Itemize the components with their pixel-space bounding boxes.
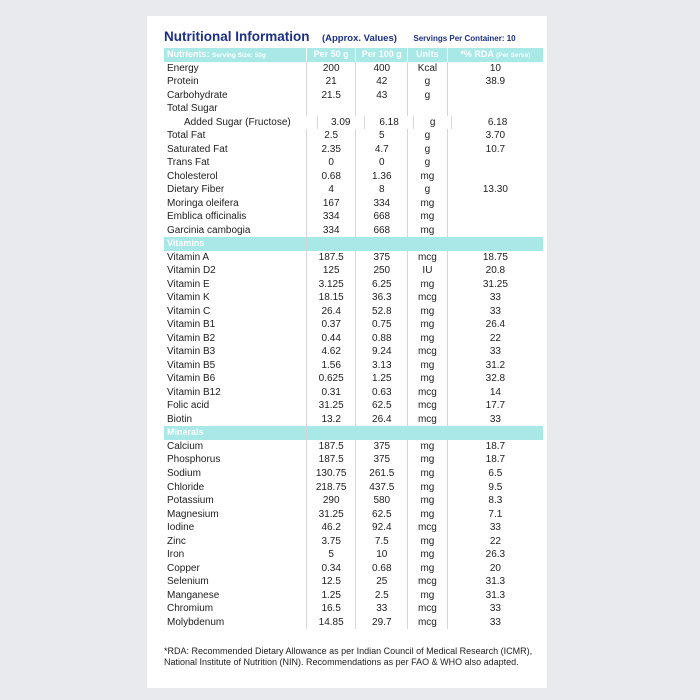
table-row: [164, 616, 543, 630]
nutrient-name: Dietary Fiber: [167, 184, 225, 196]
nutrient-name: Vitamin C: [167, 305, 211, 317]
nutrient-name: Vitamin B2: [167, 332, 216, 344]
value-per-100g: 668: [355, 210, 407, 224]
value-per-100g: [355, 102, 407, 116]
value-per-50g: 167: [306, 197, 356, 211]
value-per-50g: 3.125: [306, 278, 356, 292]
unit: g: [413, 116, 451, 130]
table-row: [164, 143, 543, 157]
rda-percent: [447, 170, 543, 184]
table-row: [164, 170, 543, 184]
value-per-50g: 187.5: [306, 453, 356, 467]
value-per-100g: 375: [355, 453, 407, 467]
value-per-100g: 6.25: [355, 278, 407, 292]
value-per-50g: 187.5: [306, 440, 356, 454]
value-per-50g: 3.09: [317, 116, 364, 130]
table-row: [164, 210, 543, 224]
section-cell: [407, 426, 447, 440]
table-row: [164, 278, 543, 292]
rda-percent: [447, 210, 543, 224]
rda-percent: 13.30: [447, 183, 543, 197]
value-per-50g: 3.75: [306, 535, 356, 549]
unit: IU: [407, 264, 447, 278]
nutrient-name: Trans Fat: [167, 157, 210, 169]
unit: mg: [407, 170, 447, 184]
nutrient-name: Chromium: [167, 603, 214, 615]
unit: mg: [407, 332, 447, 346]
rda-percent: 7.1: [447, 508, 543, 522]
value-per-50g: 13.2: [306, 413, 356, 427]
value-per-50g: 0.44: [306, 332, 356, 346]
nutrient-name: Manganese: [167, 589, 220, 601]
value-per-50g: 334: [306, 210, 356, 224]
rda-percent: 10: [447, 62, 543, 76]
title-row: [164, 28, 544, 46]
nutrient-name: Total Fat: [167, 130, 206, 142]
rda-percent: 33: [447, 345, 543, 359]
value-per-50g: 31.25: [306, 399, 356, 413]
table-row: [164, 399, 543, 413]
value-per-100g: 400: [355, 62, 407, 76]
unit: g: [407, 89, 447, 103]
value-per-50g: 1.25: [306, 589, 356, 603]
value-per-50g: 0.68: [306, 170, 356, 184]
value-per-50g: 46.2: [306, 521, 356, 535]
value-per-100g: 0.75: [355, 318, 407, 332]
value-per-100g: 8: [355, 183, 407, 197]
nutrient-name: Vitamin K: [167, 292, 210, 304]
value-per-50g: 290: [306, 494, 356, 508]
value-per-50g: 2.35: [306, 143, 356, 157]
nutrient-name: Vitamin B6: [167, 373, 216, 385]
table-row: [164, 589, 543, 603]
value-per-100g: 36.3: [355, 291, 407, 305]
value-per-50g: 187.5: [306, 251, 356, 265]
nutrient-name: Vitamin A: [167, 251, 210, 263]
value-per-50g: 21.5: [306, 89, 356, 103]
unit: Kcal: [407, 62, 447, 76]
unit: g: [407, 183, 447, 197]
value-per-50g: 21: [306, 75, 356, 89]
unit: mg: [407, 508, 447, 522]
table-row: [164, 75, 543, 89]
nutrient-name: Vitamin E: [167, 278, 210, 290]
table-row: [164, 129, 543, 143]
rda-percent: 38.9: [447, 75, 543, 89]
header-nutrients-label: Nutrients:: [167, 49, 210, 59]
value-per-100g: 375: [355, 440, 407, 454]
nutrient-name: Chloride: [167, 481, 205, 493]
table-row: [164, 562, 543, 576]
rda-percent: [447, 224, 543, 238]
table-row: [164, 345, 543, 359]
nutrient-name: Sodium: [167, 467, 201, 479]
table-row: [164, 251, 543, 265]
table-row: [164, 116, 543, 130]
unit: mg: [407, 197, 447, 211]
table-row: [164, 264, 543, 278]
value-per-50g: 0.625: [306, 372, 356, 386]
value-per-100g: 5: [355, 129, 407, 143]
value-per-100g: 437.5: [355, 481, 407, 495]
value-per-100g: 4.7: [355, 143, 407, 157]
table-row: [164, 305, 543, 319]
unit: mg: [407, 589, 447, 603]
value-per-100g: 33: [355, 602, 407, 616]
value-per-100g: 3.13: [355, 359, 407, 373]
unit: g: [407, 75, 447, 89]
unit: mcg: [407, 386, 447, 400]
value-per-100g: 62.5: [355, 508, 407, 522]
nutrient-name: Energy: [167, 62, 199, 74]
section-cell: [447, 237, 543, 251]
value-per-100g: 52.8: [355, 305, 407, 319]
table-row: [164, 89, 543, 103]
table-row: [164, 197, 543, 211]
approx-note: (Approx. Values): [321, 33, 397, 44]
nutrition-label: [147, 16, 547, 688]
nutrient-name: Potassium: [167, 495, 214, 507]
rda-percent: 31.25: [447, 278, 543, 292]
table-row: [164, 602, 543, 616]
table-row: [164, 62, 543, 76]
table-row: [164, 359, 543, 373]
unit: g: [407, 156, 447, 170]
unit: mg: [407, 535, 447, 549]
value-per-50g: 16.5: [306, 602, 356, 616]
table-row: [164, 548, 543, 562]
rda-percent: 33: [447, 616, 543, 630]
value-per-100g: 6.18: [364, 116, 413, 130]
unit: mg: [407, 359, 447, 373]
nutrient-name: Copper: [167, 562, 200, 574]
table-row: [164, 521, 543, 535]
rda-percent: 31.2: [447, 359, 543, 373]
unit: mg: [407, 481, 447, 495]
header-serving-size: Serving Size: 50g: [212, 52, 266, 59]
value-per-50g: 14.85: [306, 616, 356, 630]
nutrient-name: Vitamin B12: [167, 386, 221, 398]
value-per-50g: 0.34: [306, 562, 356, 576]
value-per-100g: 0: [355, 156, 407, 170]
rda-footnote: *RDA: Recommended Dietary Allowance as per Indian Council of Medical Research (ICMR), National Institute of Nutrition (NIN). Recommendations as per FAO & WHO also adapted.: [164, 646, 533, 667]
unit: mg: [407, 318, 447, 332]
unit: mg: [407, 440, 447, 454]
table-row: [164, 413, 543, 427]
header-per50: Per 50 g: [306, 48, 356, 62]
section-cell: [306, 237, 356, 251]
value-per-100g: 0.88: [355, 332, 407, 346]
rda-percent: 18.75: [447, 251, 543, 265]
table-row: [164, 156, 543, 170]
section-cell: [355, 426, 407, 440]
rda-percent: 33: [447, 305, 543, 319]
unit: mg: [407, 453, 447, 467]
value-per-100g: 9.24: [355, 345, 407, 359]
rda-percent: 26.3: [447, 548, 543, 562]
nutrient-name: Folic acid: [167, 400, 210, 412]
table-row: [164, 467, 543, 481]
value-per-100g: 334: [355, 197, 407, 211]
value-per-100g: 2.5: [355, 589, 407, 603]
rda-percent: 26.4: [447, 318, 543, 332]
unit: mcg: [407, 345, 447, 359]
unit: mg: [407, 467, 447, 481]
nutrient-name: Selenium: [167, 576, 209, 588]
value-per-100g: 1.25: [355, 372, 407, 386]
value-per-50g: 130.75: [306, 467, 356, 481]
header-per100: Per 100 g: [355, 48, 407, 62]
header-nutrients: [164, 48, 306, 62]
value-per-100g: 1.36: [355, 170, 407, 184]
rda-percent: 14: [447, 386, 543, 400]
nutrient-name: Zinc: [167, 535, 186, 547]
header-rda-label: *% RDA: [460, 49, 494, 59]
nutrient-name: Phosphorus: [167, 454, 221, 466]
section-header: [164, 426, 543, 440]
rda-percent: 18.7: [447, 440, 543, 454]
nutrient-name: Protein: [167, 76, 199, 88]
section-cell: [447, 426, 543, 440]
value-per-100g: 0.68: [355, 562, 407, 576]
nutrient-name: Molybdenum: [167, 616, 225, 628]
table-row: [164, 386, 543, 400]
nutrient-name: Biotin: [167, 413, 193, 425]
unit: mg: [407, 224, 447, 238]
rda-percent: 20: [447, 562, 543, 576]
rda-percent: 22: [447, 332, 543, 346]
section-label: Minerals: [167, 427, 204, 438]
rda-percent: 6.18: [451, 116, 543, 130]
unit: g: [407, 129, 447, 143]
unit: mcg: [407, 521, 447, 535]
table-row: [164, 575, 543, 589]
unit: mcg: [407, 251, 447, 265]
rda-percent: 8.3: [447, 494, 543, 508]
unit: mg: [407, 278, 447, 292]
rda-percent: [447, 89, 543, 103]
value-per-100g: 62.5: [355, 399, 407, 413]
nutrient-name: Total Sugar: [167, 103, 218, 115]
table-row: [164, 440, 543, 454]
section-cell: [306, 426, 356, 440]
unit: mg: [407, 562, 447, 576]
nutrient-name: Moringa oleifera: [167, 197, 239, 209]
value-per-100g: 375: [355, 251, 407, 265]
value-per-50g: 125: [306, 264, 356, 278]
value-per-50g: 218.75: [306, 481, 356, 495]
unit: mg: [407, 210, 447, 224]
value-per-100g: 250: [355, 264, 407, 278]
table-row: [164, 291, 543, 305]
rda-percent: 33: [447, 602, 543, 616]
nutrient-name: Iodine: [167, 522, 195, 534]
table-row: [164, 224, 543, 238]
header-units: Units: [407, 48, 447, 62]
value-per-100g: 10: [355, 548, 407, 562]
header-per-serve: (Per Serve): [496, 52, 531, 59]
unit: mcg: [407, 575, 447, 589]
rda-percent: 33: [447, 291, 543, 305]
rda-percent: 22: [447, 535, 543, 549]
table-row: [164, 481, 543, 495]
unit: mg: [407, 494, 447, 508]
table-header: [164, 48, 543, 62]
unit: [407, 102, 447, 116]
nutrient-name: Carbohydrate: [167, 89, 228, 101]
nutrient-name: Iron: [167, 549, 185, 561]
value-per-100g: 668: [355, 224, 407, 238]
value-per-50g: 12.5: [306, 575, 356, 589]
rda-percent: 9.5: [447, 481, 543, 495]
rda-percent: [447, 156, 543, 170]
rda-percent: 18.7: [447, 453, 543, 467]
unit: mg: [407, 305, 447, 319]
value-per-100g: 26.4: [355, 413, 407, 427]
rda-percent: 33: [447, 521, 543, 535]
rda-percent: 20.8: [447, 264, 543, 278]
value-per-50g: 4.62: [306, 345, 356, 359]
section-header: [164, 237, 543, 251]
section-label: Vitamins: [167, 238, 205, 249]
page-title: Nutritional Information: [164, 29, 310, 44]
nutrient-name: Emblica officinalis: [167, 211, 247, 223]
unit: mcg: [407, 291, 447, 305]
table-row: [164, 535, 543, 549]
table-row: [164, 183, 543, 197]
value-per-100g: 42: [355, 75, 407, 89]
nutrient-name: Vitamin B5: [167, 359, 216, 371]
unit: mg: [407, 548, 447, 562]
nutrient-name: Magnesium: [167, 508, 219, 520]
nutrient-name: Saturated Fat: [167, 143, 228, 155]
rda-percent: 10.7: [447, 143, 543, 157]
table-row: [164, 508, 543, 522]
nutrient-name: Added Sugar (Fructose): [184, 116, 291, 128]
section-cell: [407, 237, 447, 251]
rda-percent: 33: [447, 413, 543, 427]
table-body: [164, 62, 543, 630]
table-row: [164, 102, 543, 116]
table-row: [164, 332, 543, 346]
value-per-50g: 2.5: [306, 129, 356, 143]
value-per-50g: 26.4: [306, 305, 356, 319]
rda-percent: [447, 197, 543, 211]
unit: mg: [407, 372, 447, 386]
unit: mcg: [407, 616, 447, 630]
table-row: [164, 318, 543, 332]
nutrient-name: Calcium: [167, 440, 204, 452]
rda-percent: 31.3: [447, 575, 543, 589]
nutrient-name: Vitamin B3: [167, 346, 216, 358]
value-per-100g: 25: [355, 575, 407, 589]
nutrient-name: Vitamin D2: [167, 265, 216, 277]
servings-per-container: Servings Per Container: 10: [413, 34, 516, 43]
value-per-100g: 0.63: [355, 386, 407, 400]
value-per-50g: 0: [306, 156, 356, 170]
value-per-100g: 29.7: [355, 616, 407, 630]
rda-percent: 32.8: [447, 372, 543, 386]
rda-percent: 17.7: [447, 399, 543, 413]
nutrient-name: Garcinia cambogia: [167, 224, 251, 236]
value-per-100g: 261.5: [355, 467, 407, 481]
value-per-50g: [306, 102, 356, 116]
section-cell: [355, 237, 407, 251]
unit: mcg: [407, 602, 447, 616]
value-per-50g: 0.37: [306, 318, 356, 332]
value-per-100g: 92.4: [355, 521, 407, 535]
value-per-50g: 1.56: [306, 359, 356, 373]
value-per-50g: 200: [306, 62, 356, 76]
unit: g: [407, 143, 447, 157]
rda-percent: 3.70: [447, 129, 543, 143]
unit: mcg: [407, 413, 447, 427]
rda-percent: [447, 102, 543, 116]
value-per-100g: 7.5: [355, 535, 407, 549]
table-row: [164, 453, 543, 467]
unit: mcg: [407, 399, 447, 413]
value-per-50g: 5: [306, 548, 356, 562]
table-row: [164, 494, 543, 508]
value-per-50g: 4: [306, 183, 356, 197]
rda-percent: 6.5: [447, 467, 543, 481]
value-per-50g: 0.31: [306, 386, 356, 400]
table-row: [164, 372, 543, 386]
value-per-50g: 31.25: [306, 508, 356, 522]
value-per-50g: 334: [306, 224, 356, 238]
value-per-100g: 43: [355, 89, 407, 103]
nutrient-name: Cholesterol: [167, 170, 218, 182]
rda-percent: 31.3: [447, 589, 543, 603]
value-per-50g: 18.15: [306, 291, 356, 305]
nutrition-table: [164, 48, 543, 629]
value-per-100g: 580: [355, 494, 407, 508]
nutrient-name: Vitamin B1: [167, 319, 216, 331]
header-rda: [447, 48, 543, 62]
